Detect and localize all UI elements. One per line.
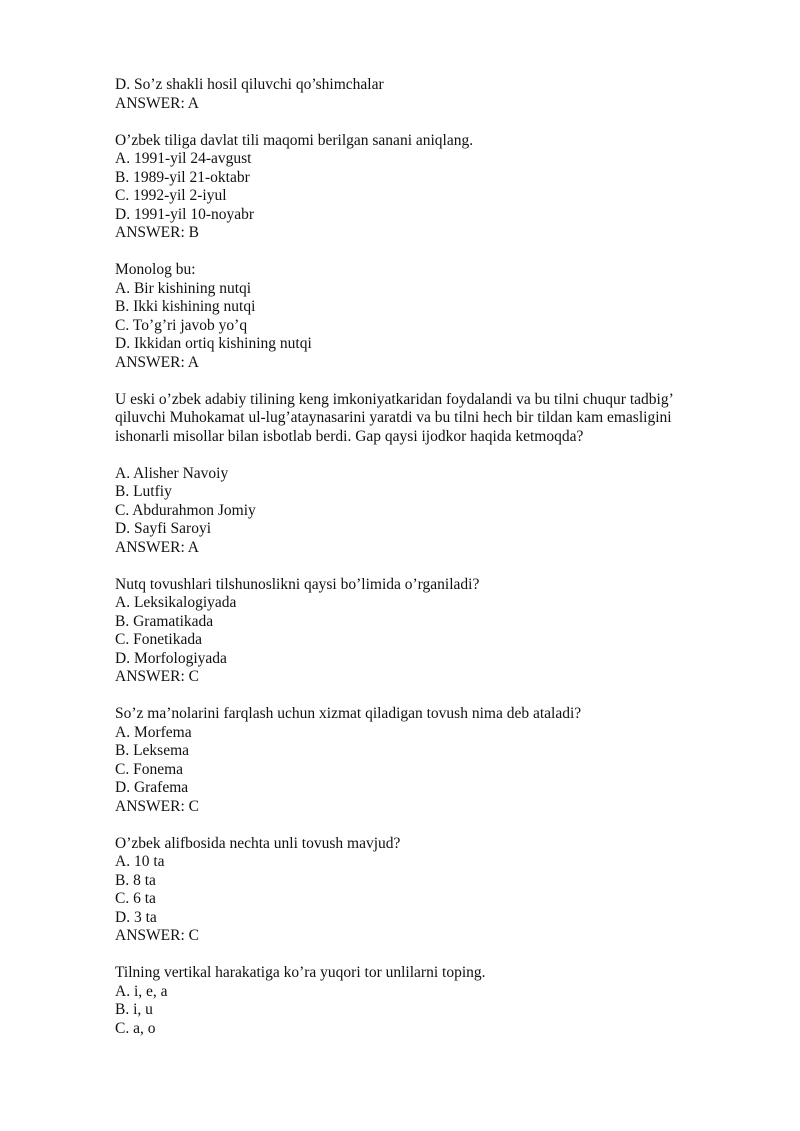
- question-block: [115, 132, 715, 243]
- blank-line: [115, 446, 715, 465]
- question-fragment: [115, 76, 715, 113]
- option-a: A. Leksikalogiyada: [115, 594, 237, 611]
- question-block: [115, 576, 715, 687]
- option-a: A. Bir kishining nutqi: [115, 279, 252, 297]
- option-a: A. 10 ta: [115, 853, 165, 870]
- option-d: D. Grafema: [115, 779, 189, 796]
- answer-line: ANSWER: B: [115, 224, 199, 241]
- question-text: Tilning vertikal harakatiga ko’ra yuqori tor unlilarni toping.: [115, 964, 486, 981]
- option-b: B. 8 ta: [115, 871, 156, 889]
- answer-line: ANSWER: A: [115, 353, 199, 371]
- question-text: O’zbek tiliga davlat tili maqomi berilgan sanani aniqlang.: [115, 131, 474, 149]
- option-b: B. i, u: [115, 1001, 153, 1018]
- answer-line: ANSWER: A: [115, 538, 199, 556]
- answer-line: ANSWER: C: [115, 797, 199, 815]
- question-text: O’zbek alifbosida nechta unli tovush mavjud?: [115, 834, 401, 852]
- option-b: B. Leksema: [115, 742, 190, 759]
- option-c: C. Fonema: [115, 760, 184, 778]
- option-b: B. Lutfiy: [115, 483, 172, 500]
- question-block: [115, 261, 715, 372]
- option-d: D. So’z shakli hosil qiluvchi qo’shimchalar: [115, 76, 384, 93]
- question-text-line: U eski o’zbek adabiy tilining keng imkoniyatkaridan foydalandi va bu tilni chuqur tadbig’: [115, 390, 674, 408]
- question-text: So’z ma’nolarini farqlash uchun xizmat qiladigan tovush nima deb ataladi?: [115, 705, 582, 722]
- option-a: A. 1991-yil 24-avgust: [115, 150, 252, 167]
- option-c: C. 1992-yil 2-iyul: [115, 187, 227, 204]
- option-d: D. Sayfi Saroyi: [115, 520, 212, 537]
- option-b: B. 1989-yil 21-oktabr: [115, 168, 250, 186]
- question-block: [115, 705, 715, 816]
- option-b: B. Gramatikada: [115, 612, 214, 630]
- option-d: D. Morfologiyada: [115, 649, 227, 667]
- question-block: [115, 391, 715, 558]
- option-d: D. Ikkidan ortiq kishining nutqi: [115, 335, 312, 352]
- question-text: Monolog bu:: [115, 261, 196, 278]
- option-a: A. Morfema: [115, 723, 192, 741]
- question-block: [115, 835, 715, 946]
- option-a: A. Alisher Navoiy: [115, 464, 229, 482]
- option-b: B. Ikki kishining nutqi: [115, 298, 256, 315]
- option-d: D. 3 ta: [115, 908, 157, 926]
- option-a: A. i, e, a: [115, 982, 168, 1000]
- option-c: C. Fonetikada: [115, 631, 202, 648]
- option-c: C. 6 ta: [115, 890, 156, 907]
- option-c: C. Abdurahmon Jomiy: [115, 501, 256, 519]
- option-d: D. 1991-yil 10-noyabr: [115, 205, 255, 223]
- option-c: C. To’g’ri javob yo’q: [115, 316, 248, 334]
- answer-line: ANSWER: C: [115, 927, 199, 944]
- question-text: Nutq tovushlari tilshunoslikni qaysi bo’limida o’rganiladi?: [115, 575, 480, 593]
- document-page: [115, 76, 715, 1057]
- option-c: C. a, o: [115, 1019, 156, 1037]
- question-text-line: qiluvchi Muhokamat ul-lug’ataynasarini yaratdi va bu tilni hech bir tildan kam emasligini: [115, 409, 672, 426]
- question-block: [115, 964, 715, 1038]
- answer-line: ANSWER: A: [115, 94, 199, 112]
- question-text-line: ishonarli misollar bilan isbotlab berdi. Gap qaysi ijodkor haqida ketmoqda?: [115, 427, 584, 445]
- answer-line: ANSWER: C: [115, 668, 199, 685]
